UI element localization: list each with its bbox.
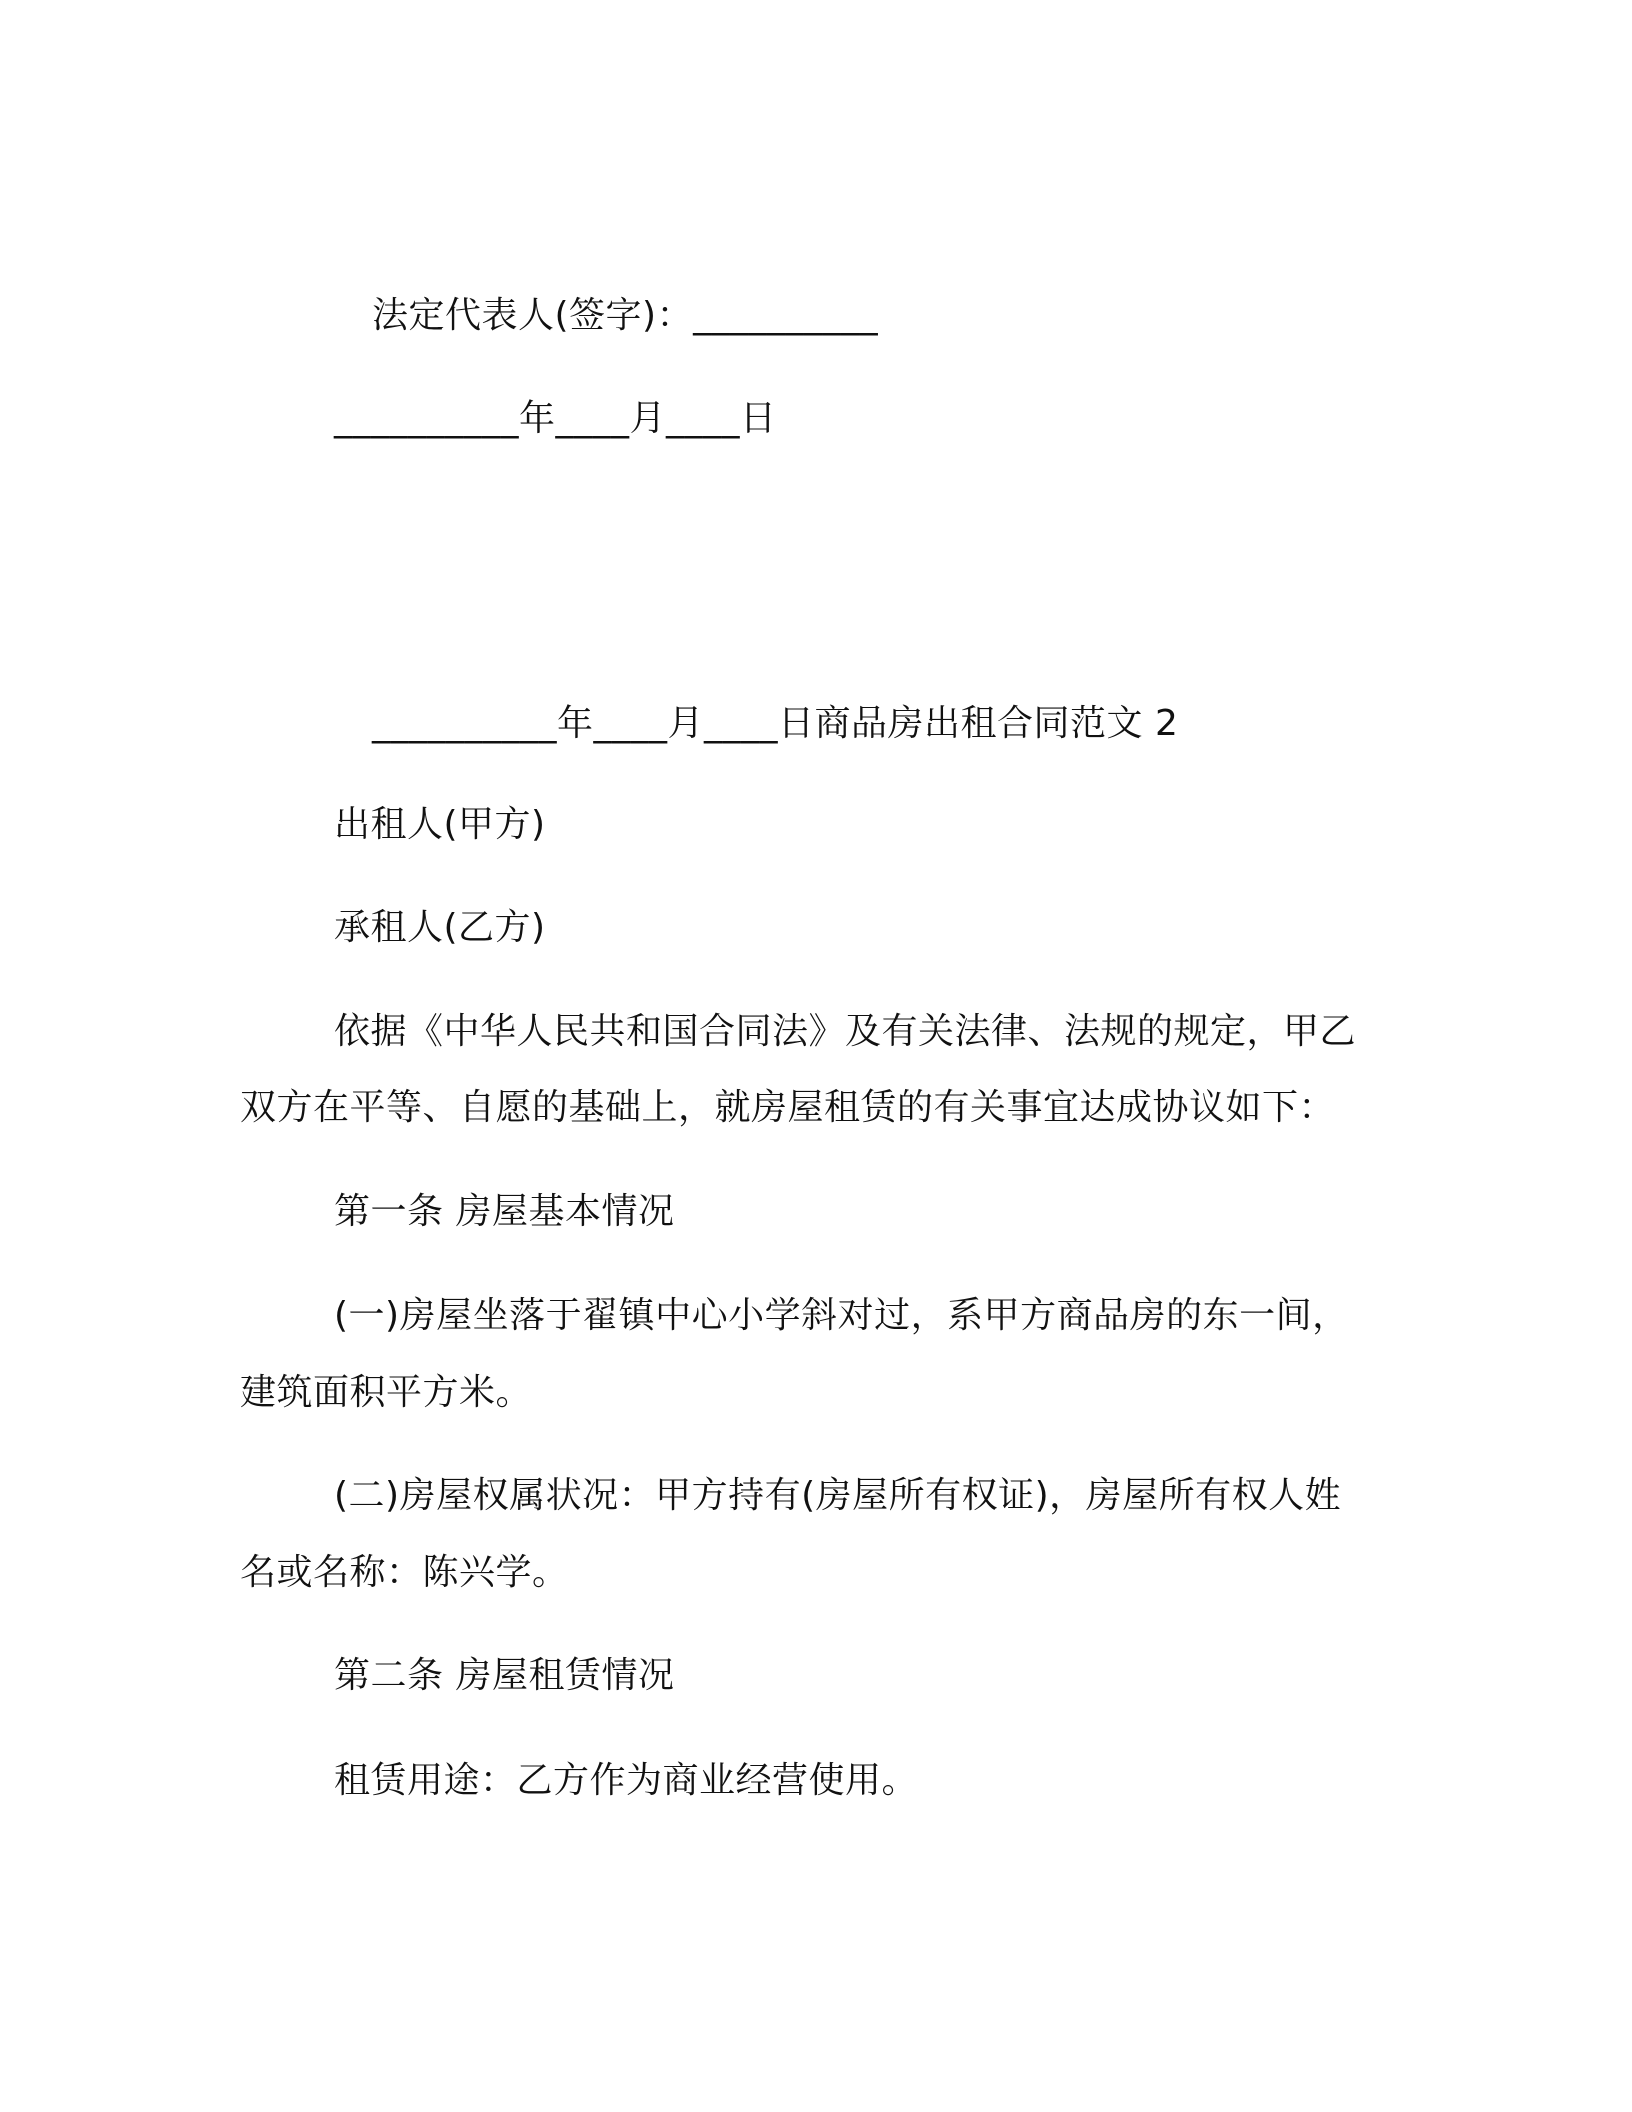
article2-heading: 第二条 房屋租赁情况 [334, 1655, 675, 1696]
date-line: __________年____月____日 [334, 398, 777, 439]
article1-item2-line-2: 名或名称：陈兴学。 [240, 1552, 569, 1593]
article1-item2-line-1: (二)房屋权属状况：甲方持有(房屋所有权证)，房屋所有权人姓 [334, 1475, 1342, 1516]
article1-heading: 第一条 房屋基本情况 [334, 1191, 675, 1232]
lessee-line: 承租人(乙方) [334, 907, 546, 948]
article1-item1-line-2: 建筑面积平方米。 [240, 1372, 533, 1413]
signature-line: 法定代表人(签字)：__________ [372, 295, 879, 336]
preamble-line-2: 双方在平等、自愿的基础上，就房屋租赁的有关事宜达成协议如下： [240, 1087, 1336, 1128]
lessor-line: 出租人(甲方) [334, 804, 546, 845]
article1-item1-line-1: (一)房屋坐落于翟镇中心小学斜对过，系甲方商品房的东一间， [334, 1295, 1349, 1336]
preamble-line-1: 依据《中华人民共和国合同法》及有关法律、法规的规定，甲乙 [334, 1011, 1357, 1052]
lease-purpose-line: 租赁用途：乙方作为商业经营使用。 [334, 1760, 919, 1801]
contract-title: __________年____月____日商品房出租合同范文 2 [372, 703, 1179, 744]
